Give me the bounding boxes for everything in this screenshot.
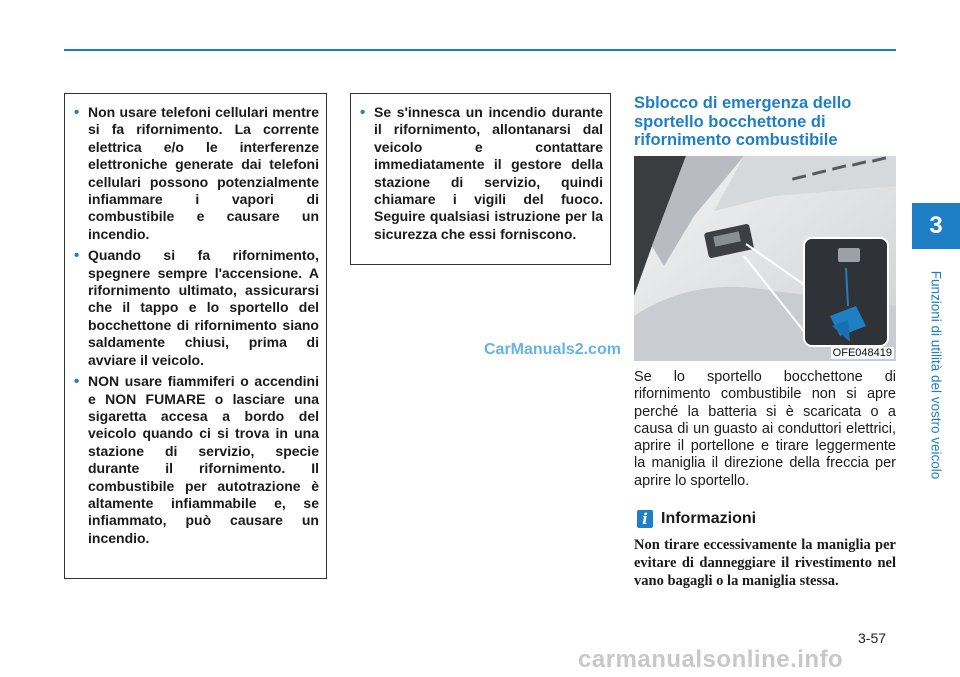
chapter-title: Funzioni di utilità del vostro veicolo	[928, 270, 944, 480]
warning-box-right	[350, 93, 611, 265]
warning-list-left	[74, 104, 319, 547]
warning-item: • Non usare telefoni cellulari mentre si fa rifornimento. La corrente elettrica e/o le interferenze elettroniche generate dai telefoni cellulari possono potenzialmente infiammare i vapori di combustibile e causare un incendio.	[74, 104, 319, 243]
watermark-center: CarManuals2.com	[484, 341, 621, 358]
warning-box-left	[64, 93, 327, 579]
release-handle-zoom	[804, 238, 888, 346]
info-icon: i	[637, 510, 653, 528]
info-text: Non tirare eccessivamente la maniglia per evitare di danneggiare il rivestimento nel vano bagagli o la maniglia stessa.	[634, 537, 896, 589]
warning-item: • Quando si fa rifornimento, spegnere sempre l'accensione. A rifornimento ultimato, assicurarsi che il tappo e lo sportello del bocchettone di rifornimento siano saldamente chiusi, prima di avviare il veicolo.	[74, 247, 319, 369]
fuel-door-illustration	[634, 156, 896, 361]
warning-item: • Se s'innesca un incendio durante il rifornimento, allontanarsi dal veicolo e contattare immediatamente il gestore della stazione di servizio, quindi chiamare i vigili del fuoco. Seguire qualsiasi istruzione per la sicurezza che essi forniscono.	[360, 104, 603, 243]
info-header	[637, 510, 756, 528]
page-number: 3-57	[858, 630, 887, 646]
chapter-tab: 3	[912, 203, 960, 249]
figure-code: OFE048419	[832, 347, 892, 359]
info-title: Informazioni	[661, 510, 757, 527]
section-title: Sblocco di emergenza dello sportello bocchettone di rifornimento combustibile	[634, 94, 852, 149]
figure-fuel-door-release	[634, 156, 896, 361]
warning-list-right	[360, 104, 603, 243]
top-rule	[64, 49, 896, 51]
watermark-footer: carmanualsonline.info	[578, 646, 844, 673]
section-body: Se lo sportello bocchettone di rifornimento combustibile non si apre perché la batteria si è scaricata o a causa di un guasto ai conduttori elettrici, aprire il portellone e tirare leggermente la maniglia il direzione della freccia per aprire lo sportello.	[634, 369, 896, 489]
warning-item: • NON usare fiammiferi o accendini e NON FUMARE o lasciare una sigaretta accesa a bordo del veicolo quando ci si trova in una stazione di servizio, specie durante il rifornimento. Il combustibile per autotrazione è altamente infiammabile e, se infiammato, può causare un incendio.	[74, 373, 319, 547]
